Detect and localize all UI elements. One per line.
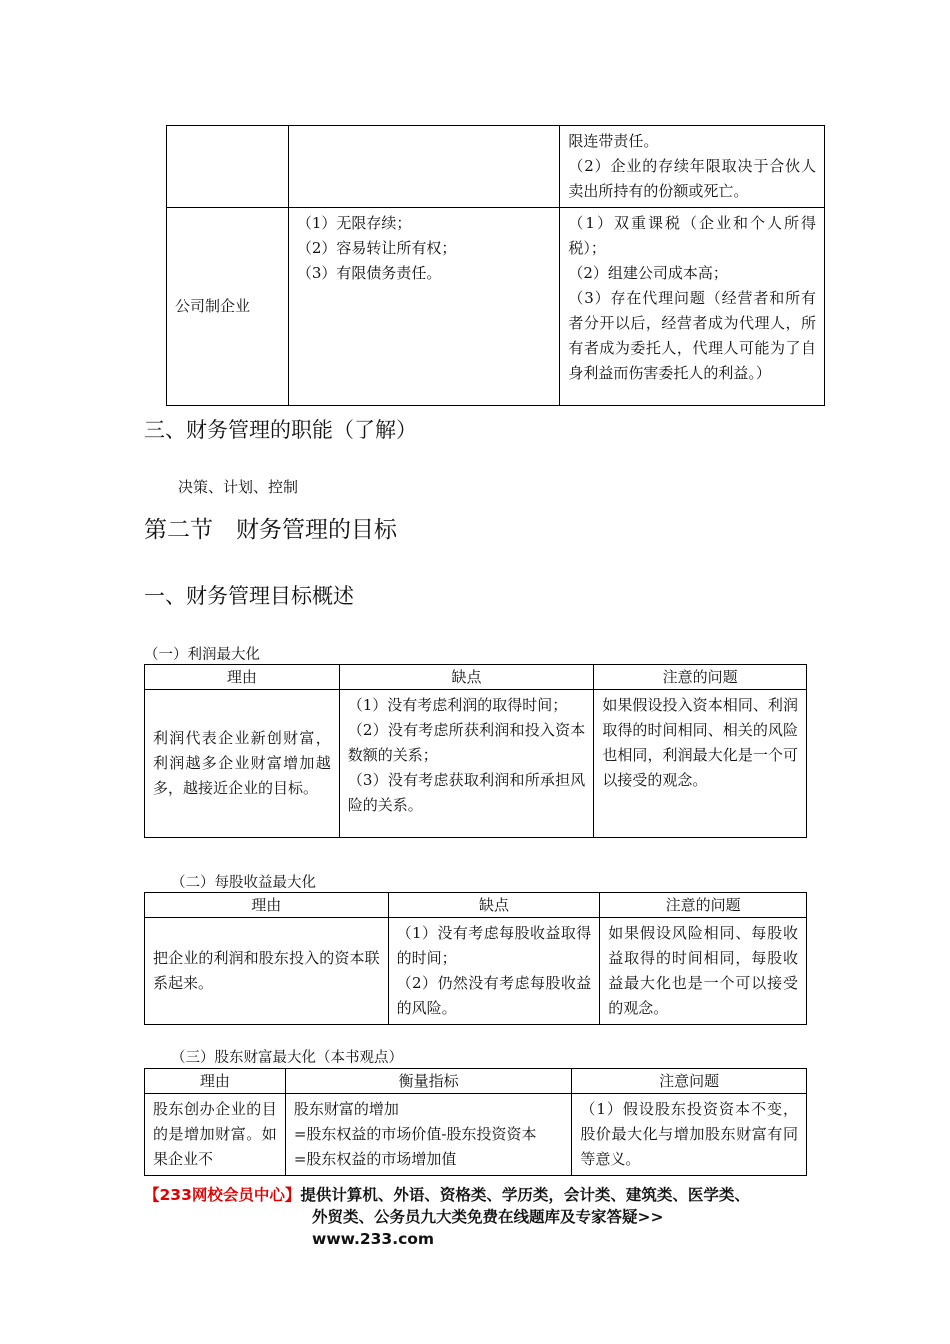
section3-text: 决策、计划、控制 xyxy=(178,478,299,496)
header-reason: 理由 xyxy=(145,1069,286,1094)
cell-reason: 股东创办企业的目的是增加财富。如果企业不 xyxy=(145,1094,286,1176)
wealth-table xyxy=(144,1068,807,1176)
cell-disadvantages: 限连带责任。 （2）企业的存续年限取决于合伙人卖出所持有的份额或死亡。 xyxy=(560,126,825,208)
profit-caption: （一）利润最大化 xyxy=(144,647,260,663)
eps-caption: （二）每股收益最大化 xyxy=(171,875,316,891)
header-notes: 注意的问题 xyxy=(600,893,807,918)
eps-table xyxy=(144,892,807,1025)
header-drawbacks: 缺点 xyxy=(339,665,594,690)
cell-reason: 把企业的利润和股东投入的资本联系起来。 xyxy=(145,918,389,1025)
cell-advantages-company: （1）无限存续； （2）容易转让所有权； （3）有限债务责任。 xyxy=(288,208,560,406)
cell-form xyxy=(167,126,289,208)
footer-url[interactable]: www.233.com xyxy=(312,1230,435,1248)
footer-line1-wrap xyxy=(144,1184,750,1206)
cell-notes: （1）假设股东投资资本不变，股价最大化与增加股东财富有同等意义。 xyxy=(572,1094,807,1176)
header-drawbacks: 缺点 xyxy=(388,893,600,918)
header-reason: 理由 xyxy=(145,665,340,690)
table-row xyxy=(167,126,825,208)
footer-brand[interactable]: 【233网校会员中心】 xyxy=(144,1186,301,1204)
wealth-caption: （三）股东财富最大化（本书观点） xyxy=(171,1050,403,1066)
table-row xyxy=(167,208,825,406)
table-row xyxy=(145,1094,807,1176)
table-row xyxy=(145,918,807,1025)
table-header-row xyxy=(145,665,807,690)
cell-drawbacks: （1）没有考虑每股收益取得的时间； （2）仍然没有考虑每股收益的风险。 xyxy=(388,918,600,1025)
table-row xyxy=(145,690,807,838)
header-reason: 理由 xyxy=(145,893,389,918)
header-measure: 衡量指标 xyxy=(285,1069,572,1094)
cell-reason: 利润代表企业新创财富，利润越多企业财富增加越多，越接近企业的目标。 xyxy=(145,690,340,838)
cell-notes: 如果假设投入资本相同、利润取得的时间相同、相关的风险也相同，利润最大化是一个可以接受的观念。 xyxy=(594,690,807,838)
footer-line1: 提供计算机、外语、资格类、学历类，会计类、建筑类、医学类、 xyxy=(300,1186,750,1204)
cell-advantages xyxy=(288,126,560,208)
cell-form-company: 公司制企业 xyxy=(167,208,289,406)
header-notes: 注意的问题 xyxy=(594,665,807,690)
section1-heading: 一、财务管理目标概述 xyxy=(144,584,354,608)
cell-disadvantages-company: （1）双重课税（企业和个人所得税）； （2）组建公司成本高； （3）存在代理问题（经营者和所有者分开以后，经营者成为代理人，所有者成为委托人，代理人可能为了自身利益而伤害委托人的利益。） xyxy=(560,208,825,406)
table-header-row xyxy=(145,1069,807,1094)
cell-drawbacks: （1）没有考虑利润的取得时间； （2）没有考虑所获利润和投入资本数额的关系； （3）没有考虑获取利润和所承担风险的关系。 xyxy=(339,690,594,838)
footer-line2[interactable]: 外贸类、公务员九大类免费在线题库及专家答疑>> xyxy=(312,1208,664,1226)
profit-table xyxy=(144,664,807,838)
chapter-heading: 第二节 财务管理的目标 xyxy=(144,517,397,543)
section3-heading: 三、财务管理的职能（了解） xyxy=(144,418,417,442)
enterprise-forms-table xyxy=(166,125,825,406)
cell-measure: 股东财富的增加 =股东权益的市场价值-股东投资资本 =股东权益的市场增加值 xyxy=(285,1094,572,1176)
header-notes: 注意问题 xyxy=(572,1069,807,1094)
table-header-row xyxy=(145,893,807,918)
cell-notes: 如果假设风险相同、每股收益取得的时间相同，每股收益最大化也是一个可以接受的观念。 xyxy=(600,918,807,1025)
